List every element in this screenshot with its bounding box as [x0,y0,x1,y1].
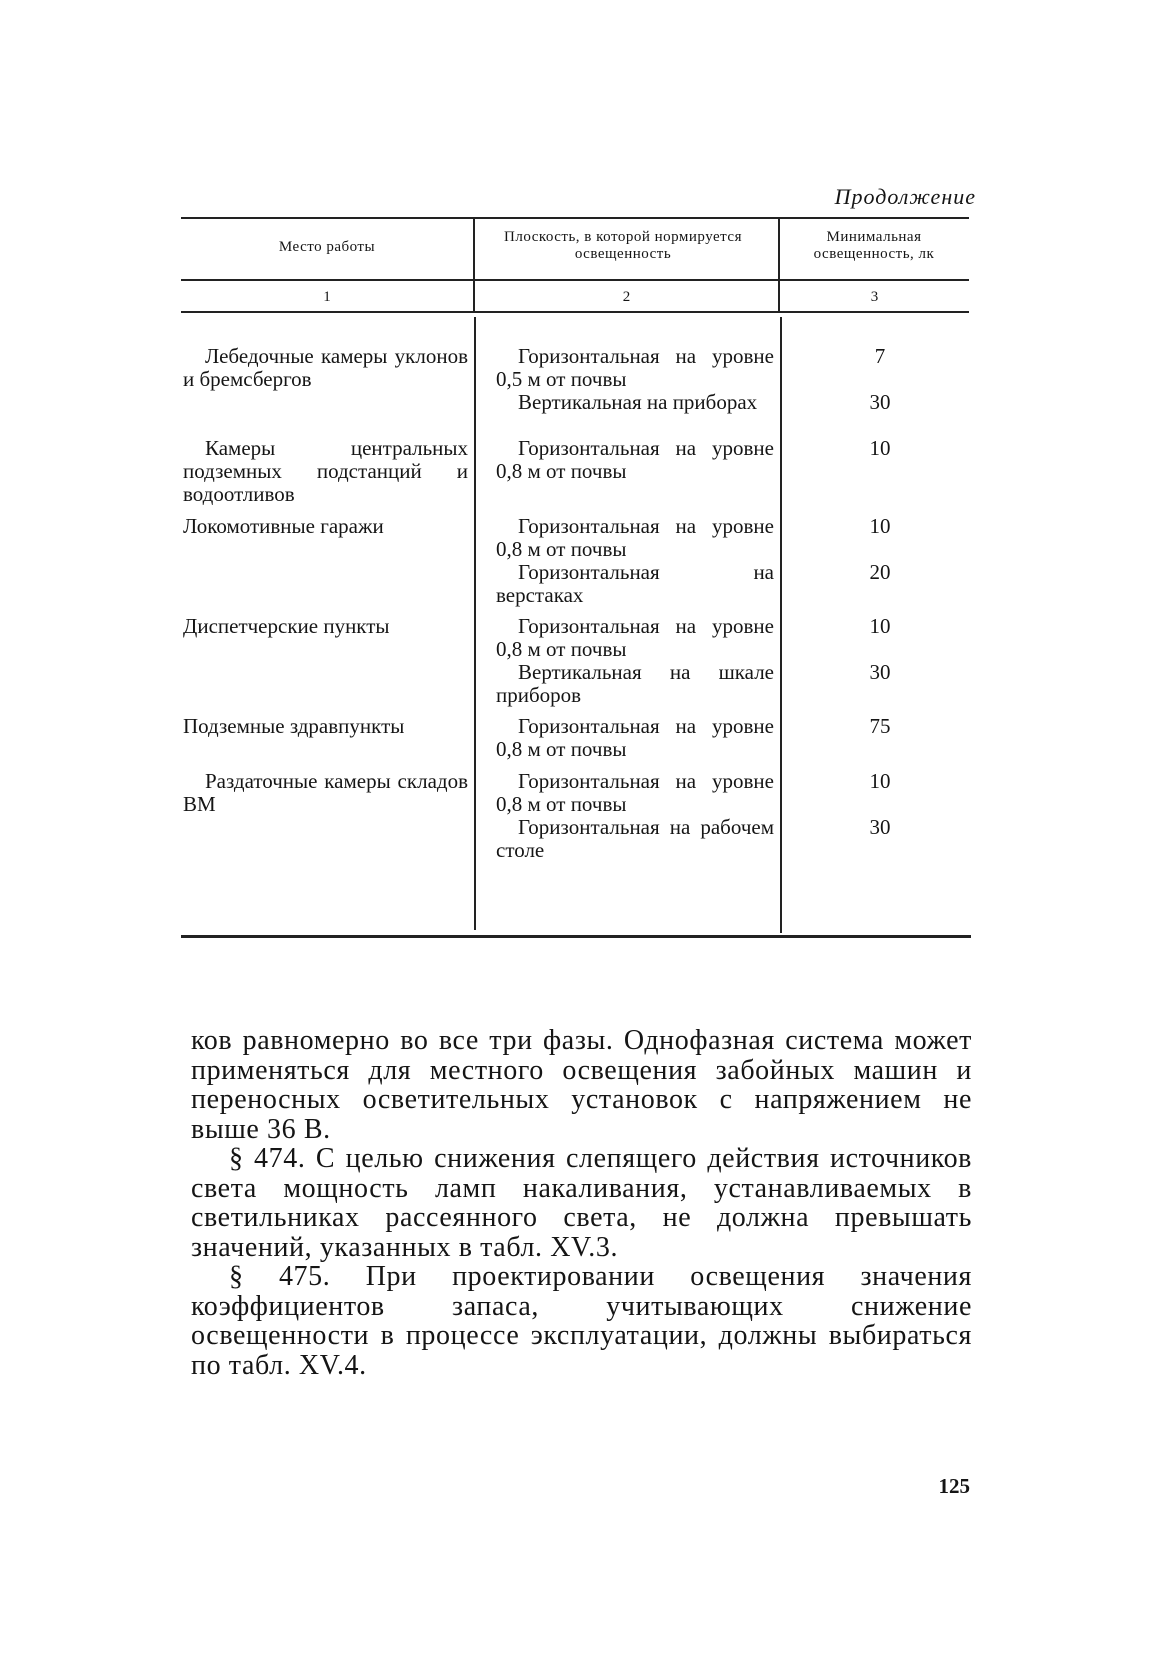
plane-cell [496,770,774,862]
workplace-cell: Камеры центральных подземных подстанций и водоотливов [183,436,468,506]
column-number-1: 1 [323,289,331,305]
illumination-cell [782,715,968,738]
paragraph-475: § 475. При проектировании освещения значения коэффициентов запаса, учитывающих снижение освещенности в процессе эксплуатации, должны выбираться по табл. XV.4. [191,1261,972,1381]
plane-cell [496,515,774,607]
header-bottom-rule [181,279,969,281]
column-number-2: 2 [622,289,631,305]
illumination-cell [782,615,968,684]
plane-line: Горизонтальная на уровне 0,8 м от почвы [496,614,774,661]
workplace-cell: Локомотивные гаражи [183,514,384,538]
plane-line: Горизонтальная на рабочем столе [496,815,774,862]
plane-line: Вертикальная на шкале приборов [496,660,774,707]
illumination-cell [782,345,968,414]
column-number-3: 3 [870,289,879,305]
paragraph-474: § 474. С целью снижения слепящего действия источников света мощность ламп накаливания, устанавливаемых в светильниках рассеянного света, не должна превышать значений, указанных в табл. XV.3. [191,1143,972,1263]
paragraph: ков равномерно во все три фазы. Однофазная система может применяться для местного освещения забойных машин и переносных осветительных установок с напряжением не выше 36 В. [191,1025,972,1145]
plane-line: Горизонтальная на уровне 0,8 м от почвы [496,514,774,561]
lux-value: 10 [869,436,891,460]
column-header-illumination: Минимальная освещенность, лк [813,229,935,262]
illumination-table [181,217,971,938]
page-number: 125 [938,1474,970,1498]
plane-cell [496,345,774,414]
column-header-plane: Плоскость, в которой нормируется освещенность [504,229,742,262]
plane-cell [496,715,774,761]
plane-line: Горизонтальная на уровне 0,8 м от почвы [496,769,774,816]
lux-value: 30 [869,660,891,684]
plane-line: Вертикальная на приборах [518,390,758,414]
plane-cell [496,615,774,707]
table-bottom-rule [181,935,971,938]
numbers-bottom-rule [181,311,969,313]
plane-line: Горизонтальная на уровне 0,5 м от почвы [496,344,774,391]
illumination-cell [782,515,968,584]
workplace-cell: Подземные здравпункты [183,714,405,738]
workplace-cell: Лебедочные камеры уклонов и бремсбергов [183,344,468,391]
workplace-cell: Раздаточные камеры складов ВМ [183,769,468,816]
lux-value: 20 [869,560,891,584]
lux-value: 7 [874,344,886,368]
workplace-cell: Диспетчерские пункты [183,614,390,638]
illumination-cell [782,437,968,460]
body-text [191,1026,972,1380]
plane-line: Горизонтальная на верстаках [496,560,774,607]
lux-value: 30 [869,815,891,839]
lux-value: 30 [869,390,891,414]
lux-value: 75 [869,714,891,738]
plane-line: Горизонтальная на уровне 0,8 м от почвы [496,436,774,483]
continued-label: Продолжение [834,184,976,209]
column-divider-1-body [474,317,476,930]
lux-value: 10 [869,514,891,538]
plane-line: Горизонтальная на уровне 0,8 м от почвы [496,714,774,761]
lux-value: 10 [869,769,891,793]
lux-value: 10 [869,614,891,638]
column-header-place: Место работы [278,239,376,255]
table-top-rule [181,217,969,219]
illumination-cell [782,770,968,839]
plane-cell [496,437,774,483]
